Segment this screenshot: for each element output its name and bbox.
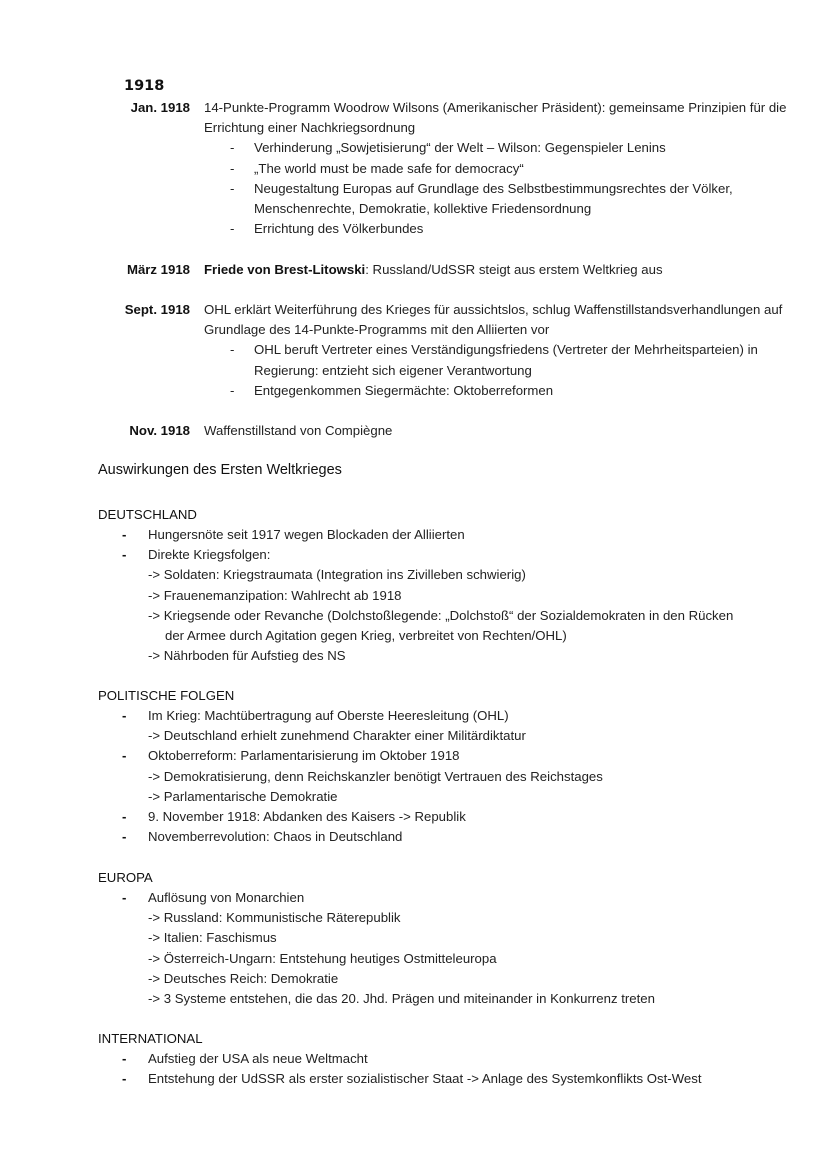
sub-item: -> Parlamentarische Demokratie [148, 788, 338, 804]
list-item: - „The world must be made safe for democracy“ [230, 160, 524, 176]
year-title: 1918 [124, 78, 165, 94]
category-block-europa [98, 888, 798, 1009]
sub-item: -> Deutschland erhielt zunehmend Charakter einer Militärdiktatur [148, 728, 526, 744]
timeline-body [204, 300, 796, 401]
category-block-international [98, 1049, 798, 1089]
list-item: - Direkte Kriegsfolgen: -> Soldaten: Kriegstraumata (Integration ins Zivilleben schwierig) -> Frauenemanzipation: Wahlrecht ab 1918 -> Kriegsende oder Revanche (Dolchstoßlegende: „Dolchstoß“ der Sozialdemokraten in den Rücken der Armee durch Agitation gegen Krieg, verbreitet von Rechten/OHL) -> Nährboden für Aufstieg des NS [98, 545, 798, 666]
category-heading-deutschland: DEUTSCHLAND [98, 507, 197, 522]
sub-item: -> Soldaten: Kriegstraumata (Integration ins Zivilleben schwierig) [148, 567, 526, 583]
category-block-politische-folgen [98, 706, 798, 847]
timeline-date: Nov. 1918 [129, 423, 190, 438]
category-heading-europa: EUROPA [98, 870, 153, 885]
list-item: - 9. November 1918: Abdanken des Kaisers -> Republik [122, 809, 466, 825]
list-item: - Neugestaltung Europas auf Grundlage des Selbstbestimmungsrechtes der Völker, Menschenrechte, Demokratie, kollektive Friedensordnung [230, 180, 733, 217]
sub-item: -> Demokratisierung, denn Reichskanzler benötigt Vertrauen des Reichstages [148, 768, 603, 784]
list-item: - Entgegenkommen Siegermächte: Oktoberreformen [230, 382, 554, 398]
list-item: - Im Krieg: Machtübertragung auf Oberste Heeresleitung (OHL) -> Deutschland erhielt zunehmend Charakter einer Militärdiktatur [98, 706, 798, 746]
timeline-text: OHL erklärt Weiterführung des Krieges für aussichtslos, schlug Waffenstillstandsverhandlungen auf Grundlage des 14-Punkte-Programms mit den Alliierten vor [204, 302, 783, 338]
timeline-text: Waffenstillstand von Compiègne [204, 423, 393, 438]
timeline-date: Jan. 1918 [130, 100, 190, 115]
list-item: - OHL beruft Vertreter eines Verständigungsfriedens (Vertreter der Mehrheitsparteien) in Regierung: entzieht sich eigener Verantwortung [230, 342, 758, 378]
timeline-body [204, 260, 804, 280]
list-item: - Auflösung von Monarchien -> Russland: Kommunistische Räterepublik -> Italien: Faschismus -> Österreich-Ungarn: Entstehung heutiges Ostmitteleuropa -> Deutsches Reich: Demokratie -> 3 Systeme entstehen, die das 20. Jhd. Prägen und miteinander in Konkurrenz treten [98, 888, 798, 1009]
category-heading-politische-folgen: POLITISCHE FOLGEN [98, 688, 235, 703]
category-block-deutschland [98, 525, 798, 666]
sub-item: -> 3 Systeme entstehen, die das 20. Jhd. Prägen und miteinander in Konkurrenz treten [148, 991, 655, 1007]
sub-item: -> Österreich-Ungarn: Entstehung heutiges Ostmitteleuropa [148, 950, 497, 966]
timeline-body [204, 98, 804, 239]
sub-item: -> Deutsches Reich: Demokratie [148, 970, 339, 986]
section-title: Auswirkungen des Ersten Weltkrieges [98, 462, 342, 478]
timeline-bullets [204, 138, 804, 239]
list-item: - Hungersnöte seit 1917 wegen Blockaden der Alliierten [122, 527, 465, 542]
timeline-title: Friede von Brest-Litowski [204, 262, 366, 277]
sub-item: -> Kriegsende oder Revanche (Dolchstoßlegende: „Dolchstoß“ der Sozialdemokraten in den Rücken der Armee durch Agitation gegen Krieg, verbreitet von Rechten/OHL) [148, 607, 734, 644]
list-item: - Aufstieg der USA als neue Weltmacht [122, 1051, 368, 1066]
timeline-date: Sept. 1918 [124, 302, 190, 317]
category-heading-international: INTERNATIONAL [98, 1031, 203, 1046]
sub-item: -> Frauenemanzipation: Wahlrecht ab 1918 [148, 587, 402, 603]
timeline-text: : Russland/UdSSR steigt aus erstem Weltkrieg aus [365, 262, 663, 277]
list-item: - Verhinderung „Sowjetisierung“ der Welt – Wilson: Gegenspieler Lenins [230, 140, 666, 156]
sub-item: -> Russland: Kommunistische Räterepublik [148, 910, 401, 926]
sub-item: -> Italien: Faschismus [148, 930, 277, 946]
sub-item: -> Nährboden für Aufstieg des NS [148, 648, 346, 664]
timeline-bullets [204, 340, 796, 401]
list-item: - Errichtung des Völkerbundes [230, 221, 424, 237]
list-item: - Novemberrevolution: Chaos in Deutschland [122, 829, 403, 845]
list-item: - Oktoberreform: Parlamentarisierung im Oktober 1918 -> Demokratisierung, denn Reichskanzler benötigt Vertrauen des Reichstages -> Parlamentarische Demokratie [98, 746, 798, 807]
timeline-body [204, 421, 804, 441]
timeline-text: 14-Punkte-Programm Woodrow Wilsons (Amerikanischer Präsident): gemeinsame Prinzipien für die Errichtung einer Nachkriegsordnung [204, 100, 787, 136]
timeline-date: März 1918 [126, 262, 190, 277]
list-item: - Entstehung der UdSSR als erster sozialistischer Staat -> Anlage des Systemkonflikts Ost-West [122, 1071, 702, 1087]
